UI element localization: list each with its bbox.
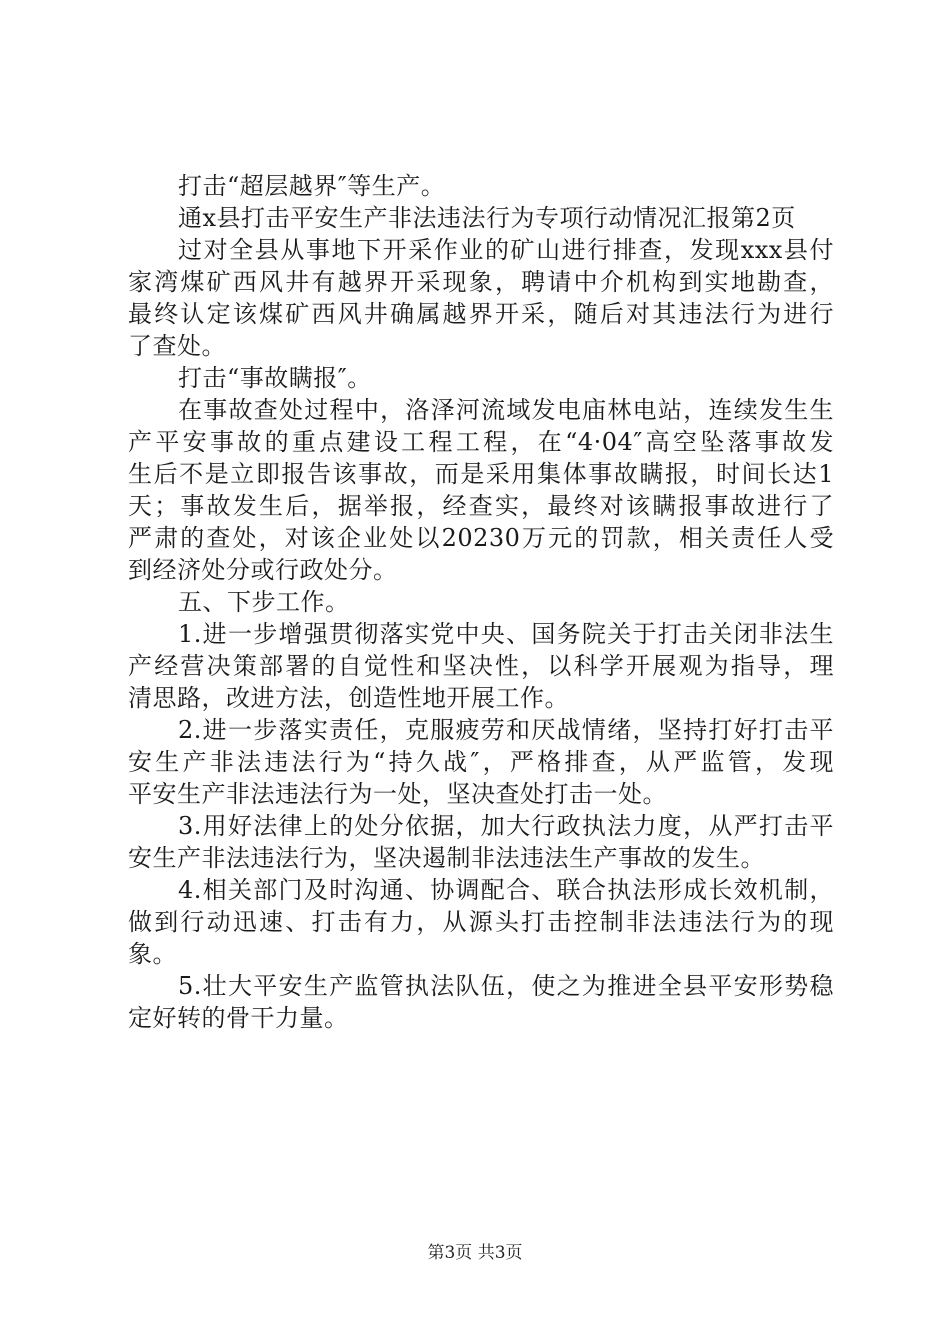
- paragraph-paragraph-over-level-detail: [128, 234, 834, 362]
- text-line: 4.相关部门及时沟通、协调配合、联合执法形成长效机制，: [178, 876, 834, 904]
- text-line: 通x县打击平安生产非法违法行为专项行动情况汇报第2页: [178, 204, 796, 232]
- text-line: 在事故查处过程中，洛泽河流域发电庙林电站，连续发生生: [178, 396, 834, 424]
- text-line: 最终认定该煤矿西风井确属越界开采，随后对其违法行为进行: [128, 300, 834, 328]
- text-line: 五、下步工作。: [178, 588, 350, 616]
- paragraph-next-step-3: [128, 810, 834, 874]
- text-line: 象。: [128, 940, 177, 968]
- paragraph-next-step-5: [128, 970, 834, 1034]
- page-footer: 第3页 共3页: [427, 1243, 523, 1263]
- paragraph-heading-concealed-accident: [128, 362, 834, 394]
- paragraph-next-step-1: [128, 618, 834, 714]
- text-line: 安生产非法违法行为“持久战″，严格排查，从严监管，发现: [128, 748, 834, 776]
- text-line: 2.进一步落实责任，克服疲劳和厌战情绪，坚持打好打击平: [178, 716, 834, 744]
- paragraph-heading-next-steps: [128, 586, 834, 618]
- text-line: 平安生产非法违法行为一处，坚决查处打击一处。: [128, 780, 667, 808]
- text-line: 1.进一步增强贯彻落实党中央、国务院关于打击关闭非法生: [178, 620, 834, 648]
- paragraph-heading-over-level: [128, 170, 834, 202]
- text-line: 家湾煤矿西风井有越界开采现象，聘请中介机构到实地勘查，: [128, 268, 834, 296]
- paragraph-next-step-4: [128, 874, 834, 970]
- text-line: 生后不是立即报告该事故，而是采用集体事故瞒报，时间长达1: [128, 460, 834, 488]
- text-line: 严肃的查处，对该企业处以20230万元的罚款，相关责任人受: [128, 524, 834, 552]
- text-line: 做到行动迅速、打击有力，从源头打击控制非法违法行为的现: [128, 908, 834, 936]
- text-line: 定好转的骨干力量。: [128, 1004, 349, 1032]
- text-line: 到经济处分或行政处分。: [128, 556, 398, 584]
- text-line: 过对全县从事地下开采作业的矿山进行排查，发现xxx县付: [178, 236, 834, 264]
- text-line: 产平安事故的重点建设工程工程，在“4·04″高空坠落事故发: [128, 428, 834, 456]
- paragraph-next-step-2: [128, 714, 834, 810]
- text-line: 清思路，改进方法，创造性地开展工作。: [128, 684, 569, 712]
- text-line: 5.壮大平安生产监管执法队伍，使之为推进全县平安形势稳: [178, 972, 834, 1000]
- text-line: 产经营决策部署的自觉性和坚决性，以科学开展观为指导，理: [128, 652, 834, 680]
- text-line: 打击“事故瞒报″。: [178, 364, 372, 392]
- text-line: 3.用好法律上的处分依据，加大行政执法力度，从严打击平: [178, 812, 834, 840]
- text-line: 了查处。: [128, 332, 226, 360]
- text-line: 安生产非法违法行为，坚决遏制非法违法生产事故的发生。: [128, 844, 765, 872]
- text-line: 打击“超层越界″等生产。: [178, 172, 446, 200]
- text-line: 天；事故发生后，据举报，经查实，最终对该瞒报事故进行了: [128, 492, 834, 520]
- paragraph-paragraph-concealed-accident-detail: [128, 394, 834, 586]
- paragraph-report-page-2-ref: [128, 202, 834, 234]
- document-body: [128, 170, 834, 1034]
